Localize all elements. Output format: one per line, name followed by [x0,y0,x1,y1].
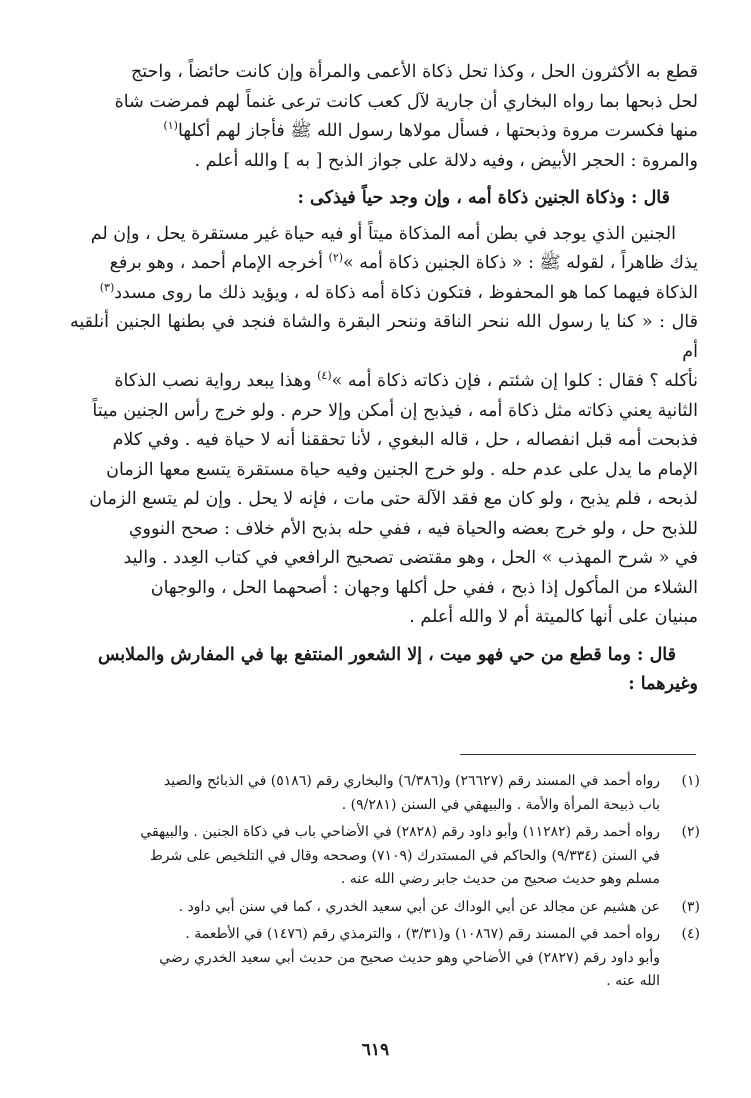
text-line: والمروة : الحجر الأبيض ، وفيه دلالة على جواز الذبح [ به ] والله أعلم . [194,150,698,171]
text-line: الإمام ما يدل على عدم حله . ولو خرج الجنين وفيه حياة مستقرة يتسع معها الزمان [106,459,698,480]
main-text [70,58,698,708]
heading-text: وغيرهما : [628,674,698,694]
footnote-4 [70,923,700,994]
section-heading-1 [70,184,698,214]
footnote-3 [70,896,700,920]
text-line [70,117,698,147]
footnote-divider [460,754,696,755]
text-line: فذبحت أمه قبل انفصاله ، حل ، قاله البغوي ، لأنا تحققنا أنه لا حياة فيه . وفي كلام [112,430,698,450]
footnote-number: (٣) [681,898,700,915]
footnote-ref-3[interactable]: (٣) [99,280,115,294]
footnote-2 [70,821,700,892]
footnote-line: رواه أحمد رقم (١١٢٨٢) وأبو داود رقم (٢٨٢٨) في الأضاحي باب في ذكاة الجنين . والبيهقي [140,824,660,840]
page-number: ٦١٩ [361,1040,390,1060]
footnote-text [70,896,660,920]
footnote-line: رواه أحمد في المسند رقم (٢٦٦٢٧) و(٦/٣٨٦) والبخاري رقم (٥١٨٦) في الذبائح والصيد [163,773,660,789]
text-line: الثانية يعني ذكاته مثل ذكاة أمه ، فيذبح إن أمكن وإلا حرم . ولو خرج رأس الجنين ميتاً [92,400,698,421]
footnote-ref-1[interactable]: (١) [163,119,178,133]
heading-text: قال : وذكاة الجنين ذكاة أمه ، وإن وجد حياً فيذكى : [297,188,670,208]
footnote-ref-4[interactable]: (٤) [317,369,332,383]
paragraph-1 [70,58,698,176]
section-heading-2 [70,641,698,700]
text-line: لحل ذبحها بما رواه البخاري أن جارية لآل كعب كانت ترعى غنماً لهم فمرضت شاة [114,91,698,112]
footnote-line: مسلم وهو حديث صحيح من حديث جابر رضي الله عنه . [340,871,660,887]
footnote-number: (٤) [681,926,700,942]
footnote-line: رواه أحمد في المسند رقم (١٠٨٦٧) و(٣/٣١) ، والترمذي رقم (١٤٧٦) في الأطعمة . [185,926,660,942]
text-line: في « شرح المهذب » الحل ، وهو مقتضى تصحيح الرافعي في كتاب العِدد . واليد [123,548,698,568]
footnotes [70,770,700,998]
footnote-number: (٢) [681,824,700,840]
paragraph-2 [70,220,698,633]
text-line: الشلاء من المأكول إذا ذبح ، ففي حل أكلها وجهان : أصحهما الحل ، والوجهان [150,577,698,598]
text-line [70,249,698,279]
text-line: لذبحه ، فلم يذبح ، ولو كان مع فقد الآلة حتى مات ، فإنه لا يحل . وإن لم يتسع الزمان [89,489,698,509]
text-span: يذك ظاهراً ، لقوله ﷺ : « ذكاة الجنين ذكاة أمه » [343,253,698,273]
footnote-text [70,923,660,994]
text-line [70,279,698,309]
text-line: للذبح حل ، ولو خرج بعضه والحياة فيه ، ففي حله بذبح الأم خلاف : صحح النووي [128,518,698,539]
footnote-text [70,821,660,892]
text-line: قطع به الأكثرون الحل ، وكذا تحل ذكاة الأعمى والمرأة وإن كانت حائضاً ، واحتج [130,62,698,82]
heading-line [70,670,698,700]
footnote-1 [70,770,700,817]
text-line: قال : « كنا يا رسول الله ننحر الناقة وننحر البقرة والشاة فنجد في بطنها الجنين أنلقيه أم [70,312,698,362]
footnote-ref-2[interactable]: (٢) [328,251,344,265]
heading-line [70,641,698,671]
footnote-number: (١) [681,773,700,789]
text-span: نأكله ؟ فقال : كلوا إن شئتم ، فإن ذكاته ذكاة أمه » [331,371,698,391]
footnote-text [70,770,660,817]
footnote-line: وأبو داود رقم (٢٨٢٧) في الأضاحي وهو حديث صحيح من حديث أبي سعيد الخدري رضي [159,949,660,966]
footnote-line: في السنن (٩/٣٣٤) والحاكم في المستدرك (٧١٠٩) وصححه وقال في التلخيص على شرط [149,847,660,864]
footnote-line: عن هشيم عن مجالد عن أبي الوداك عن أبي سعيد الخدري ، كما في سنن أبي داود . [178,898,660,915]
footnote-line: باب ذبيحة المرأة والأمة . والبيهقي في السنن (٩/٢٨١) . [341,796,660,813]
text-line [70,367,698,397]
text-span: الذكاة فيهما كما هو المحفوظ ، فتكون ذكاة أمه ذكاة له ، ويؤيد ذلك ما روى مسدد [114,282,698,303]
text-span: أخرجه الإمام أحمد ، وهو برفع [109,253,329,273]
text-line: الجنين الذي يوجد في بطن أمه المذكاة ميتاً أو فيه حياة غير مستقرة يحل ، وإن لم [90,223,676,244]
text-span: وهذا يبعد رواية نصب الذكاة [114,371,318,391]
footnote-line: الله عنه . [606,973,660,989]
text-span: منها فكسرت مروة وذبحتها ، فسأل مولاها رسول الله ﷺ فأجاز لهم أكلها [177,121,698,141]
text-line: مبنيان على أنها كالميتة أم لا والله أعلم . [409,607,698,627]
heading-text: قال : وما قطع من حي فهو ميت ، إلا الشعور المنتفع بها في المفارش والملابس [97,644,676,665]
